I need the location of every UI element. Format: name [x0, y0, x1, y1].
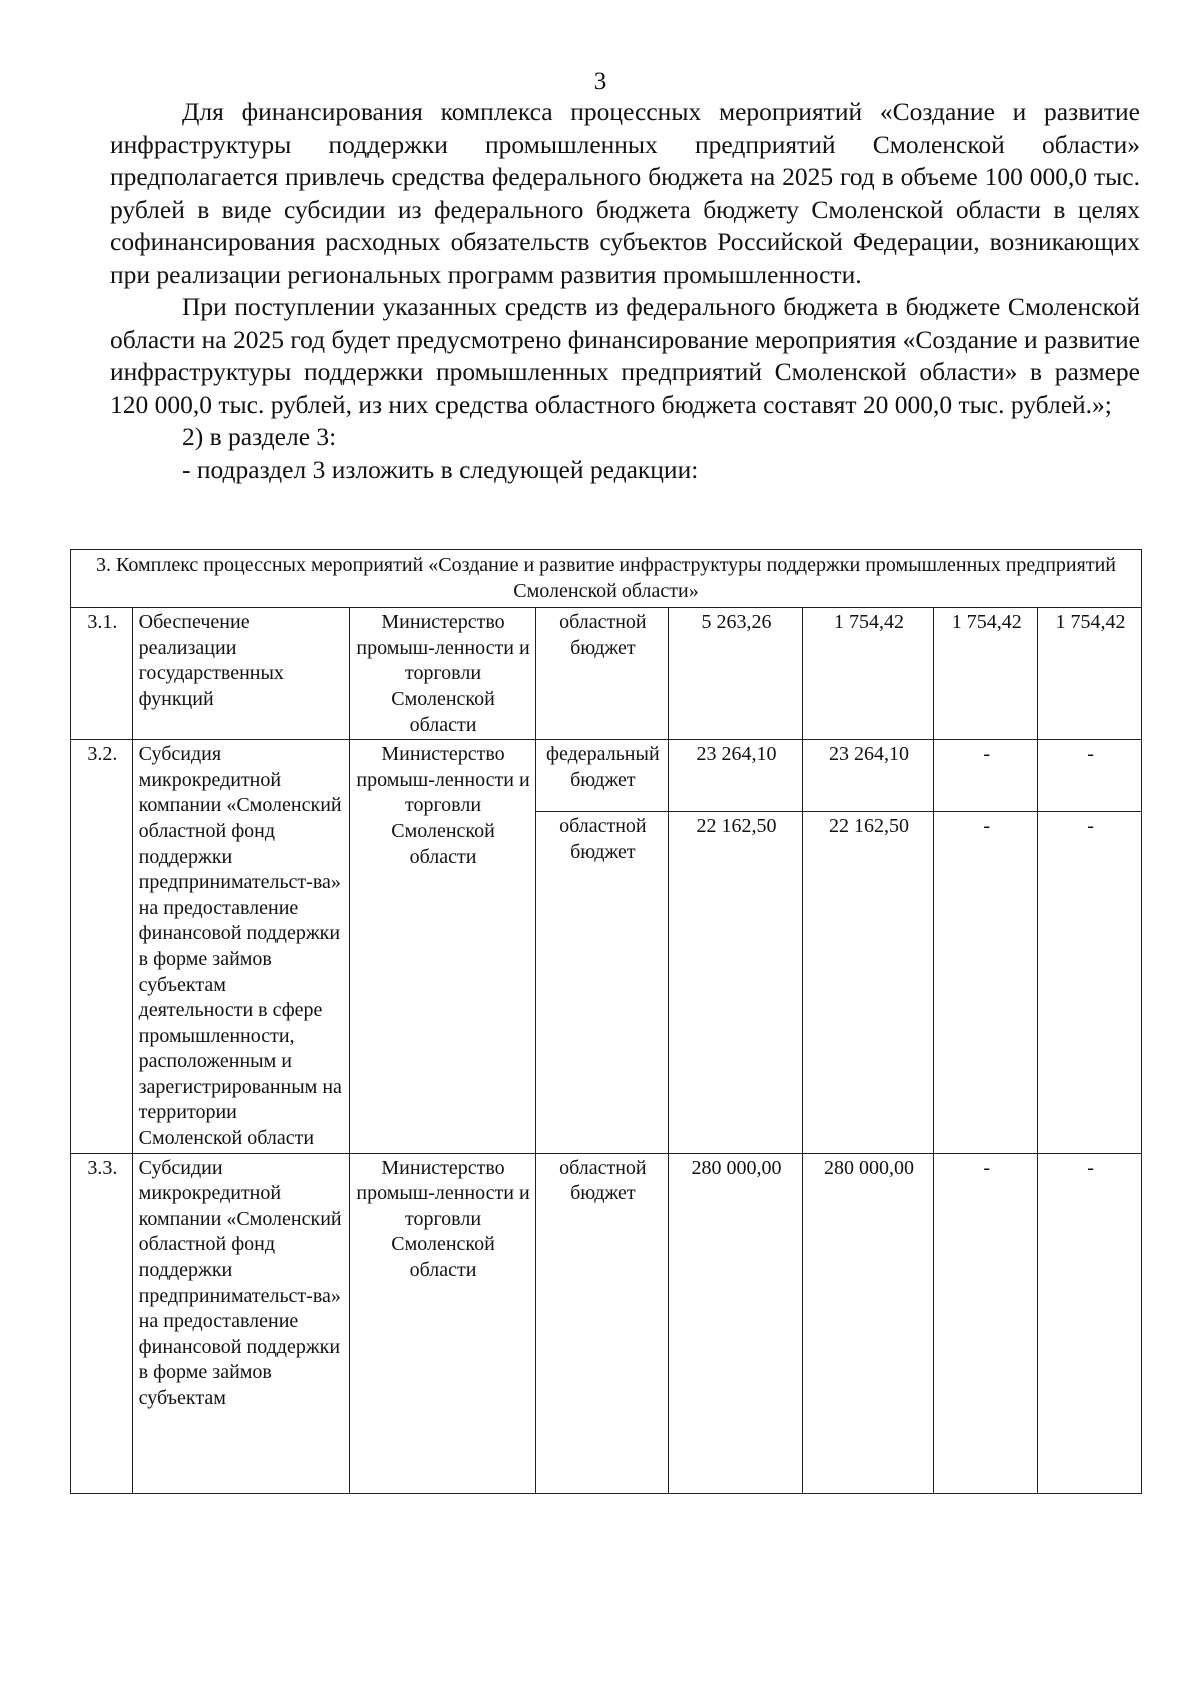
table-row — [71, 608, 1142, 740]
total-amount: 280 000,00 — [669, 1153, 803, 1493]
total-amount: 23 264,10 — [669, 740, 803, 812]
measures-table — [70, 549, 1142, 1494]
paragraph-section-3: 2) в разделе 3: — [182, 422, 337, 451]
year-1-amount: 280 000,00 — [802, 1153, 934, 1493]
total-amount: 22 162,50 — [669, 812, 803, 1154]
year-3-amount: - — [1038, 812, 1142, 1154]
paragraph-subsection-3: - подраздел 3 изложить в следующей редакции: — [182, 454, 699, 484]
table-row — [71, 740, 1142, 812]
row-number: 3.3. — [71, 1153, 133, 1493]
year-1-amount: 22 162,50 — [802, 812, 934, 1154]
executor: Министерство промыш-ленности и торговли Смоленской области — [349, 608, 535, 740]
table-header-row — [71, 550, 1142, 608]
measure-name: Обеспечение реализации государственных функций — [132, 608, 349, 740]
paragraph-federal-funds: При поступлении указанных средств из федерального бюджета в бюджете Смоленской области на 2025 год будет предусмотрено финансирование мероприятия «Создание и развитие инфраструктуры поддержки промышленных предприятий Смоленской области» в размере 120 000,0 тыс. рублей, из них средства областного бюджета составят 20 000,0 тыс. рублей.»; — [110, 292, 1140, 419]
total-amount: 5 263,26 — [669, 608, 803, 740]
year-3-amount: - — [1038, 740, 1142, 812]
year-2-amount: - — [934, 812, 1038, 1154]
row-number: 3.1. — [71, 608, 133, 740]
body-text — [110, 96, 1140, 486]
executor: Министерство промыш-ленности и торговли Смоленской области — [349, 1153, 535, 1493]
year-2-amount: 1 754,42 — [934, 608, 1038, 740]
funding-source: областной бюджет — [535, 812, 669, 1154]
year-1-amount: 23 264,10 — [802, 740, 934, 812]
funding-source: федеральный бюджет — [535, 740, 669, 812]
executor: Министерство промыш-ленности и торговли Смоленской области — [349, 740, 535, 1154]
table-row — [71, 1153, 1142, 1493]
table-header: 3. Комплекс процессных мероприятий «Создание и развитие инфраструктуры поддержки промышленных предприятий Смоленской области» — [71, 550, 1142, 608]
year-1-amount: 1 754,42 — [802, 608, 934, 740]
year-3-amount: 1 754,42 — [1038, 608, 1142, 740]
measure-name: Субсидия микрокредитной компании «Смоленский областной фонд поддержки предпринимательст-ва» на предоставление финансовой поддержки в форме займов субъектам деятельности в сфере промышленности, расположенным и зарегистрированным на территории Смоленской области — [132, 740, 349, 1154]
page-number: 3 — [593, 68, 607, 95]
paragraph-financing: Для финансирования комплекса процессных мероприятий «Создание и развитие инфраструктуры поддержки промышленных предприятий Смоленской области» предполагается привлечь средства федерального бюджета на 2025 год в объеме 100 000,0 тыс. рублей в виде субсидии из федерального бюджета бюджету Смоленской области в целях софинансирования расходных обязательств субъектов Российской Федерации, возникающих при реализации региональных программ развития промышленности. — [110, 97, 1140, 289]
funding-source: областной бюджет — [535, 1153, 669, 1493]
year-3-amount: - — [1038, 1153, 1142, 1493]
measure-name: Субсидии микрокредитной компании «Смоленский областной фонд поддержки предпринимательст-ва» на предоставление финансовой поддержки в форме займов субъектам — [132, 1153, 349, 1493]
row-number: 3.2. — [71, 740, 133, 1154]
year-2-amount: - — [934, 740, 1038, 812]
funding-source: областной бюджет — [535, 608, 669, 740]
year-2-amount: - — [934, 1153, 1038, 1493]
